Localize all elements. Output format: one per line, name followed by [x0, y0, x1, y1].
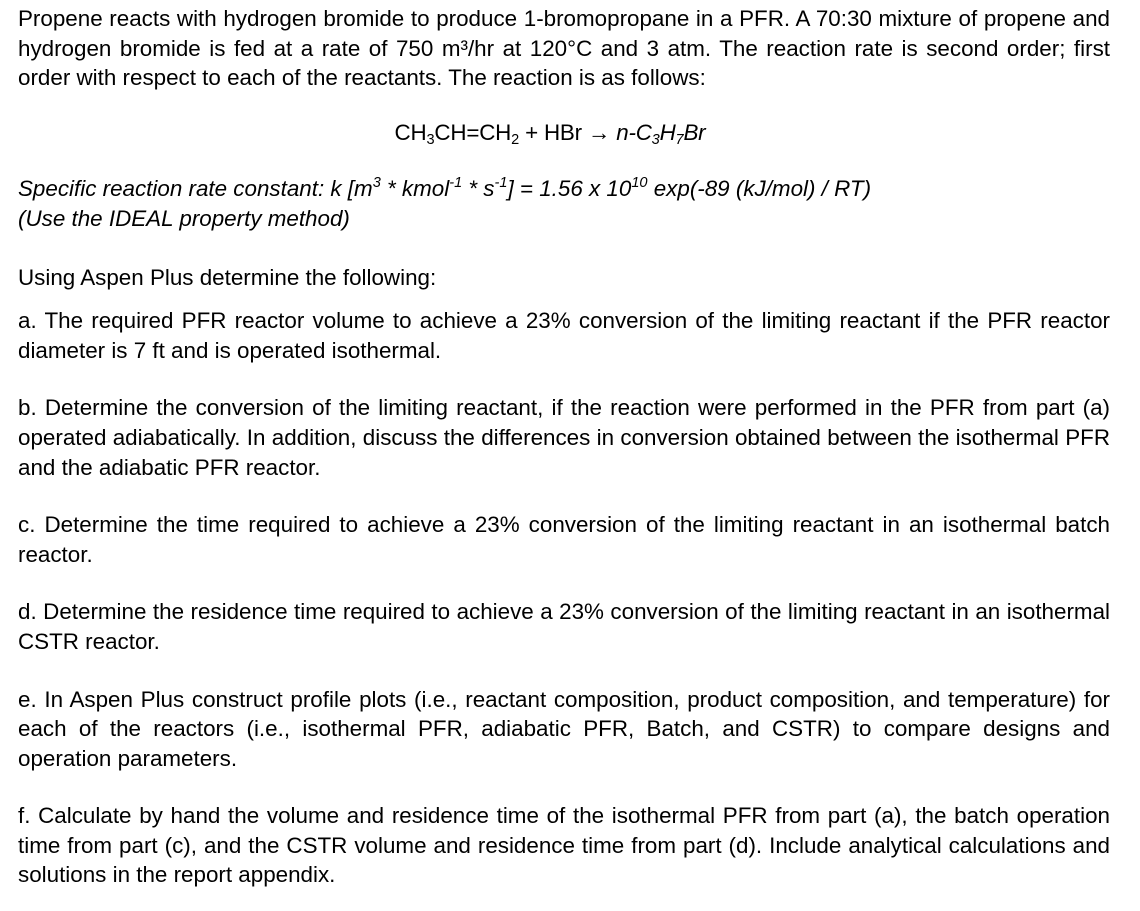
question-a: a. The required PFR reactor volume to achieve a 23% conversion of the limiting reactant if the PFR reactor diameter is 7 ft and is operated isothermal. [18, 308, 1110, 363]
reaction-equation [18, 118, 1110, 148]
problem-document [18, 4, 1110, 890]
question-b: b. Determine the conversion of the limiting reactant, if the reaction were performed in the PFR from part (a) operated adiabatically. In addition, discuss the differences in conversion obtained between the isothermal PFR and the adiabatic PFR reactor. [18, 395, 1110, 480]
question-f: f. Calculate by hand the volume and residence time of the isothermal PFR from part (a), the batch operation time from part (c), and the CSTR volume and residence time from part (d). Include analytical calculations and solutions in the report appendix. [18, 803, 1110, 888]
task-prompt: Using Aspen Plus determine the following: [18, 264, 437, 290]
rate-constant-expression: Specific reaction rate constant: k [$m^3$ * kmol$^{-1}$ * $s^{-1}] = 1.56$ x $10^{10}$ exp(-89 (kJ/mol) / RT) [18, 175, 872, 202]
eq-reactant-1: $CH_3CH=CH_2$ [394, 119, 520, 148]
eq-product: $n-C_3H_7Br$ [616, 119, 706, 148]
question-c: c. Determine the time required to achieve a 23% conversion of the limiting reactant in an isothermal batch reactor. [18, 512, 1110, 567]
question-d: d. Determine the residence time required to achieve a 23% conversion of the limiting reactant in an isothermal CSTR reactor. [18, 599, 1110, 654]
reaction-arrow-icon: → [587, 119, 611, 145]
intro-paragraph: Propene reacts with hydrogen bromide to produce 1-bromopropane in a PFR. A 70:30 mixture of propene and hydrogen bromide is fed at a rate of 750 m³/hr at 120°C and 3 atm. The reaction rate is second order; first order with respect to each of the reactants. The reaction is as follows: [18, 6, 1110, 91]
question-e: e. In Aspen Plus construct profile plots (i.e., reactant composition, product composition, and temperature) for each of the reactors (i.e., isothermal PFR, adiabatic PFR, Batch, and CSTR) to compare designs and operation parameters. [18, 686, 1110, 771]
property-method-note: (Use the IDEAL property method) [18, 205, 350, 231]
eq-reactant-2: + HBr [519, 119, 588, 145]
rate-constant-block [18, 174, 1110, 233]
